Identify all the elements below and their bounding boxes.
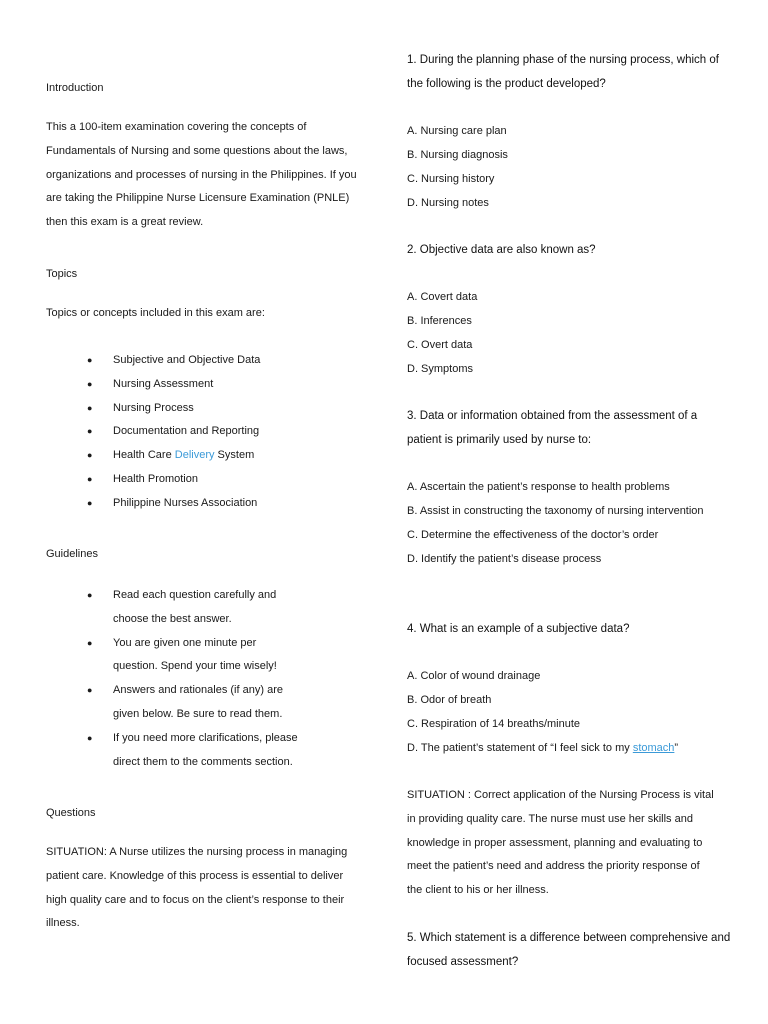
topics-intro: Topics or concepts included in this exam are: — [46, 307, 265, 319]
list-item: ● You are given one minute per question. Spend your time wisely! — [46, 632, 291, 680]
bullet-icon: ● — [87, 497, 93, 508]
bullet-icon: ● — [87, 402, 93, 413]
option-b: B. Assist in constructing the taxonomy of nursing intervention — [407, 505, 704, 517]
bullet-icon: ● — [87, 590, 93, 600]
questions-heading: Questions — [46, 807, 96, 819]
bullet-icon: ● — [87, 473, 93, 484]
question-4: 4. What is an example of a subjective data? — [407, 623, 630, 635]
list-item: ● Documentation and Reporting — [46, 420, 366, 444]
list-item: ● If you need more clarifications, please direct them to the comments section. — [46, 727, 303, 775]
guidelines-list — [46, 584, 366, 774]
list-item: ● Health Care Delivery System — [46, 444, 366, 468]
option-c: C. Respiration of 14 breaths/minute — [407, 718, 581, 730]
question-3: 3. Data or information obtained from the assessment of a patient is primarily used by nurse to: — [407, 410, 698, 446]
option-c: C. Determine the effectiveness of the doctor’s order — [407, 529, 659, 541]
topics-heading: Topics — [46, 268, 78, 280]
topics-list — [46, 349, 366, 516]
option-a: A. Ascertain the patient’s response to health problems — [407, 481, 670, 493]
list-item: ● Health Promotion — [46, 468, 366, 492]
question-2: 2. Objective data are also known as? — [407, 244, 596, 256]
bullet-icon: ● — [87, 685, 93, 696]
intro-heading: Introduction — [46, 82, 104, 94]
list-item: ● Answers and rationales (if any) are given below. Be sure to read them. — [46, 679, 303, 727]
list-item: ● Nursing Process — [46, 397, 366, 421]
list-item: ● Nursing Assessment — [46, 373, 366, 397]
option-b: B. Odor of breath — [407, 694, 492, 706]
option-d: D. Symptoms — [407, 363, 474, 375]
stomach-link[interactable]: stomach — [632, 742, 675, 754]
intro-paragraph: This a 100-item examination covering the concepts of Fundamentals of Nursing and some questions about the laws, organizations and processes of nursing in the Philippines. If you are taking the Philippine Nurse Licensure Examination (PNLE) then this exam is a great review. — [46, 121, 357, 228]
question-3-options — [407, 475, 707, 571]
guidelines-heading: Guidelines — [46, 548, 98, 560]
list-item: ● Subjective and Objective Data — [46, 349, 366, 373]
option-d: D. Identify the patient’s disease process — [407, 553, 602, 565]
option-c: C. Nursing history — [407, 173, 495, 185]
list-item: ● Philippine Nurses Association — [46, 492, 366, 516]
option-b: B. Inferences — [407, 315, 472, 327]
option-a: A. Color of wound drainage — [407, 670, 541, 682]
list-item: ● Read each question carefully and choose the best answer. — [46, 584, 299, 632]
bullet-icon: ● — [87, 355, 93, 365]
situation-paragraph: SITUATION: A Nurse utilizes the nursing process in managing patient care. Knowledge of this process is essential to deliver high quality care and to focus on the client’s response to their illness. — [46, 846, 348, 930]
bullet-icon: ● — [87, 732, 93, 743]
bullet-icon: ● — [87, 637, 93, 648]
delivery-link[interactable]: Delivery — [174, 449, 215, 462]
bullet-icon: ● — [87, 378, 93, 389]
option-b: B. Nursing diagnosis — [407, 149, 508, 161]
question-2-options — [407, 285, 477, 381]
question-5: 5. Which statement is a difference between comprehensive and focused assessment? — [407, 932, 731, 968]
bullet-icon: ● — [87, 426, 93, 437]
option-d: D. Nursing notes — [407, 197, 489, 209]
question-1-options — [407, 119, 508, 215]
bullet-icon: ● — [87, 450, 93, 461]
option-d: D. The patient’s statement of “I feel sick to my stomach” — [407, 742, 679, 754]
option-c: C. Overt data — [407, 339, 473, 351]
option-a: A. Covert data — [407, 291, 478, 303]
question-4-options — [407, 664, 678, 760]
situation-2-paragraph: SITUATION : Correct application of the Nursing Process is vital in providing quality care. The nurse must use her skills and knowledge in proper assessment, planning and evaluating to meet the patient’s need and address the priority response of the client to his or her illness. — [407, 789, 714, 896]
option-a: A. Nursing care plan — [407, 125, 507, 137]
question-1: 1. During the planning phase of the nursing process, which of the following is the product developed? — [407, 54, 719, 90]
